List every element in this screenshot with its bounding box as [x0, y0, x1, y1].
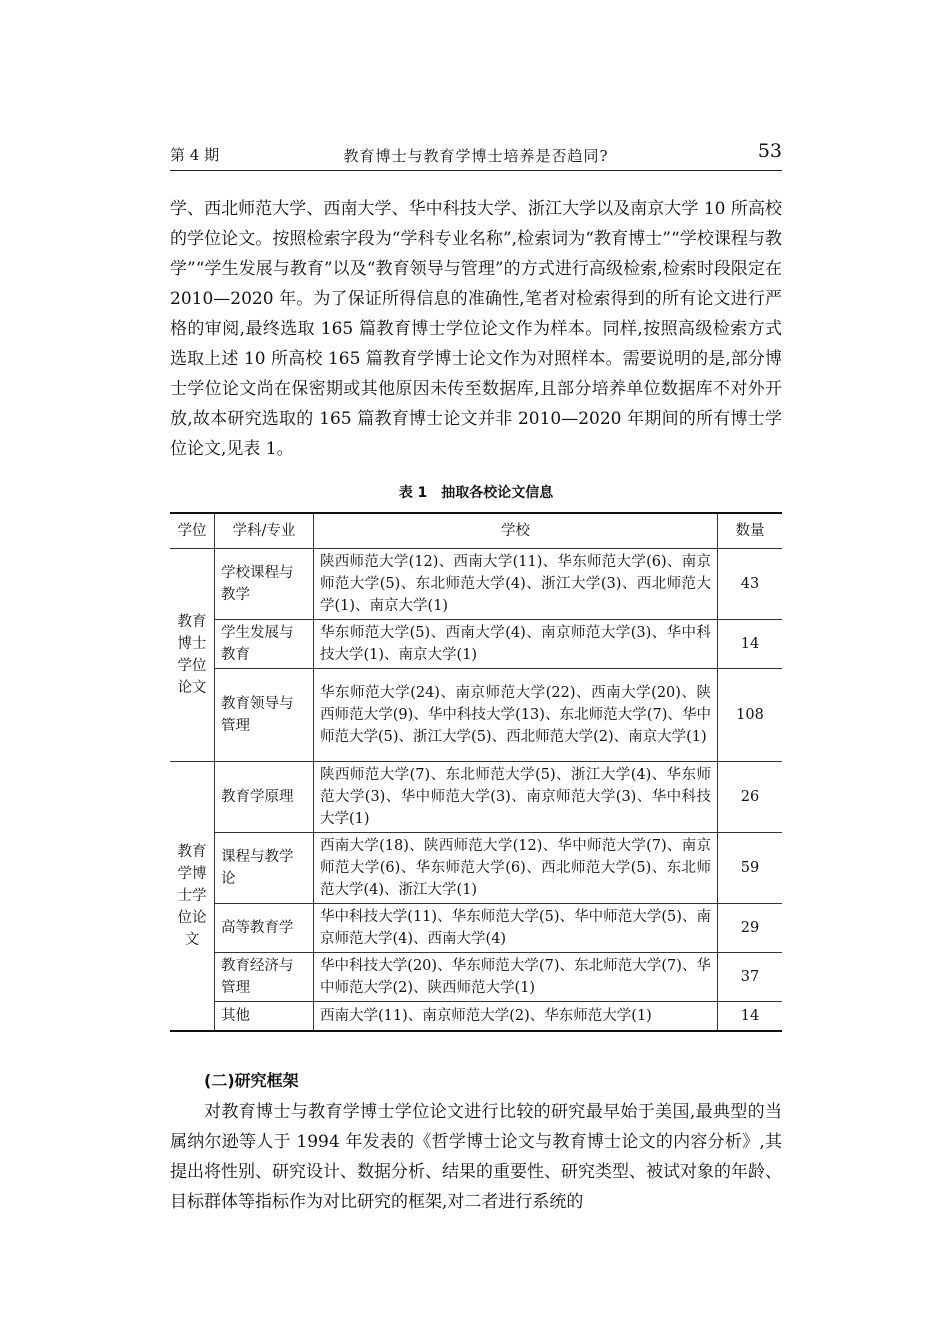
schools-cell: 华东师范大学(24)、南京师范大学(22)、西南大学(20)、陕西师范大学(9)、华中科技大学(13)、东北师范大学(7)、华中师范大学(5)、浙江大学(5)、西北师范大学(2)、南京大学(1) [314, 669, 718, 762]
issue-number: 第 4 期 [170, 146, 220, 164]
count-cell: 14 [718, 620, 783, 669]
table-row [170, 833, 782, 904]
degree-cell [170, 762, 215, 1032]
body-paragraph-2: 对教育博士与教育学博士学位论文进行比较的研究最早始于美国,最典型的当属纳尔逊等人于 1994 年发表的《哲学博士论文与教育博士论文的内容分析》,其提出将性别、研究设计、数据分析、结果的重要性、研究类型、被试对象的年龄、目标群体等指标作为对比研究的框架,对二者进行系统的 [170, 1102, 782, 1212]
major-cell: 课程与教学论 [215, 833, 314, 904]
degree-label: 教育学博士学位论文 [177, 844, 207, 948]
count-cell: 14 [718, 1002, 783, 1032]
count-cell: 37 [718, 953, 783, 1002]
header-count: 数量 [718, 513, 783, 549]
schools-cell: 陕西师范大学(7)、东北师范大学(5)、浙江大学(4)、华东师范大学(3)、华中师范大学(3)、南京师范大学(3)、华中科技大学(1) [314, 762, 718, 833]
table-header-row [170, 513, 782, 549]
table-1 [170, 512, 782, 1032]
major-cell: 高等教育学 [215, 904, 314, 953]
major-cell: 教育领导与管理 [215, 669, 314, 762]
degree-label: 教育博士学位论文 [177, 614, 207, 696]
table-row [170, 1002, 782, 1032]
schools-cell: 西南大学(18)、陕西师范大学(12)、华中师范大学(7)、南京师范大学(6)、华东师范大学(6)、西北师范大学(5)、东北师范大学(4)、浙江大学(1) [314, 833, 718, 904]
table-caption: 表 1 抽取各校论文信息 [398, 485, 554, 501]
section-heading: (二)研究框架 [204, 1071, 299, 1090]
table-row [170, 669, 782, 762]
count-cell: 29 [718, 904, 783, 953]
schools-cell: 华东师范大学(5)、西南大学(4)、南京师范大学(3)、华中科技大学(1)、南京大学(1) [314, 620, 718, 669]
table-row [170, 762, 782, 833]
table-row [170, 953, 782, 1002]
table-row [170, 620, 782, 669]
body-paragraph-1: 学、西北师范大学、西南大学、华中科技大学、浙江大学以及南京大学 10 所高校的学位论文。按照检索字段为“学科专业名称”,检索词为“教育博士”“学校课程与教学”“学生发展与教育”以及“教育领导与管理”的方式进行高级检索,检索时段限定在 2010—2020 年。为了保证所得信息的准确性,笔者对检索得到的所有论文进行严格的审阅,最终选取 165 篇教育博士学位论文作为样本。同样,按照高级检索方式选取上述 10 所高校 165 篇教育学博士论文作为对照样本。需要说明的是,部分博士学位论文尚在保密期或其他原因未传至数据库,且部分培养单位数据库不对外开放,故本研究选取的 165 篇教育博士论文并非 2010—2020 年期间的所有博士学位论文,见表 1。 [170, 199, 782, 459]
major-cell: 其他 [215, 1002, 314, 1032]
running-title: 教育博士与教育学博士培养是否趋同? [343, 147, 609, 165]
running-header [170, 140, 782, 171]
count-cell: 59 [718, 833, 783, 904]
header-schools: 学校 [314, 513, 718, 549]
count-cell: 26 [718, 762, 783, 833]
major-cell: 学校课程与教学 [215, 549, 314, 620]
major-cell: 教育经济与管理 [215, 953, 314, 1002]
count-cell: 108 [718, 669, 783, 762]
table-row [170, 904, 782, 953]
count-cell: 43 [718, 549, 783, 620]
major-cell: 教育学原理 [215, 762, 314, 833]
schools-cell: 西南大学(11)、南京师范大学(2)、华东师范大学(1) [314, 1002, 718, 1032]
degree-cell [170, 549, 215, 762]
schools-cell: 华中科技大学(20)、华东师范大学(7)、东北师范大学(7)、华中师范大学(2)、陕西师范大学(1) [314, 953, 718, 1002]
page-number: 53 [757, 140, 782, 162]
schools-cell: 华中科技大学(11)、华东师范大学(5)、华中师范大学(5)、南京师范大学(4)、西南大学(4) [314, 904, 718, 953]
schools-cell: 陕西师范大学(12)、西南大学(11)、华东师范大学(6)、南京师范大学(5)、东北师范大学(4)、浙江大学(3)、西北师范大学(1)、南京大学(1) [314, 549, 718, 620]
header-degree: 学位 [170, 513, 215, 549]
table-row [170, 549, 782, 620]
major-cell: 学生发展与教育 [215, 620, 314, 669]
header-major: 学科/专业 [215, 513, 314, 549]
